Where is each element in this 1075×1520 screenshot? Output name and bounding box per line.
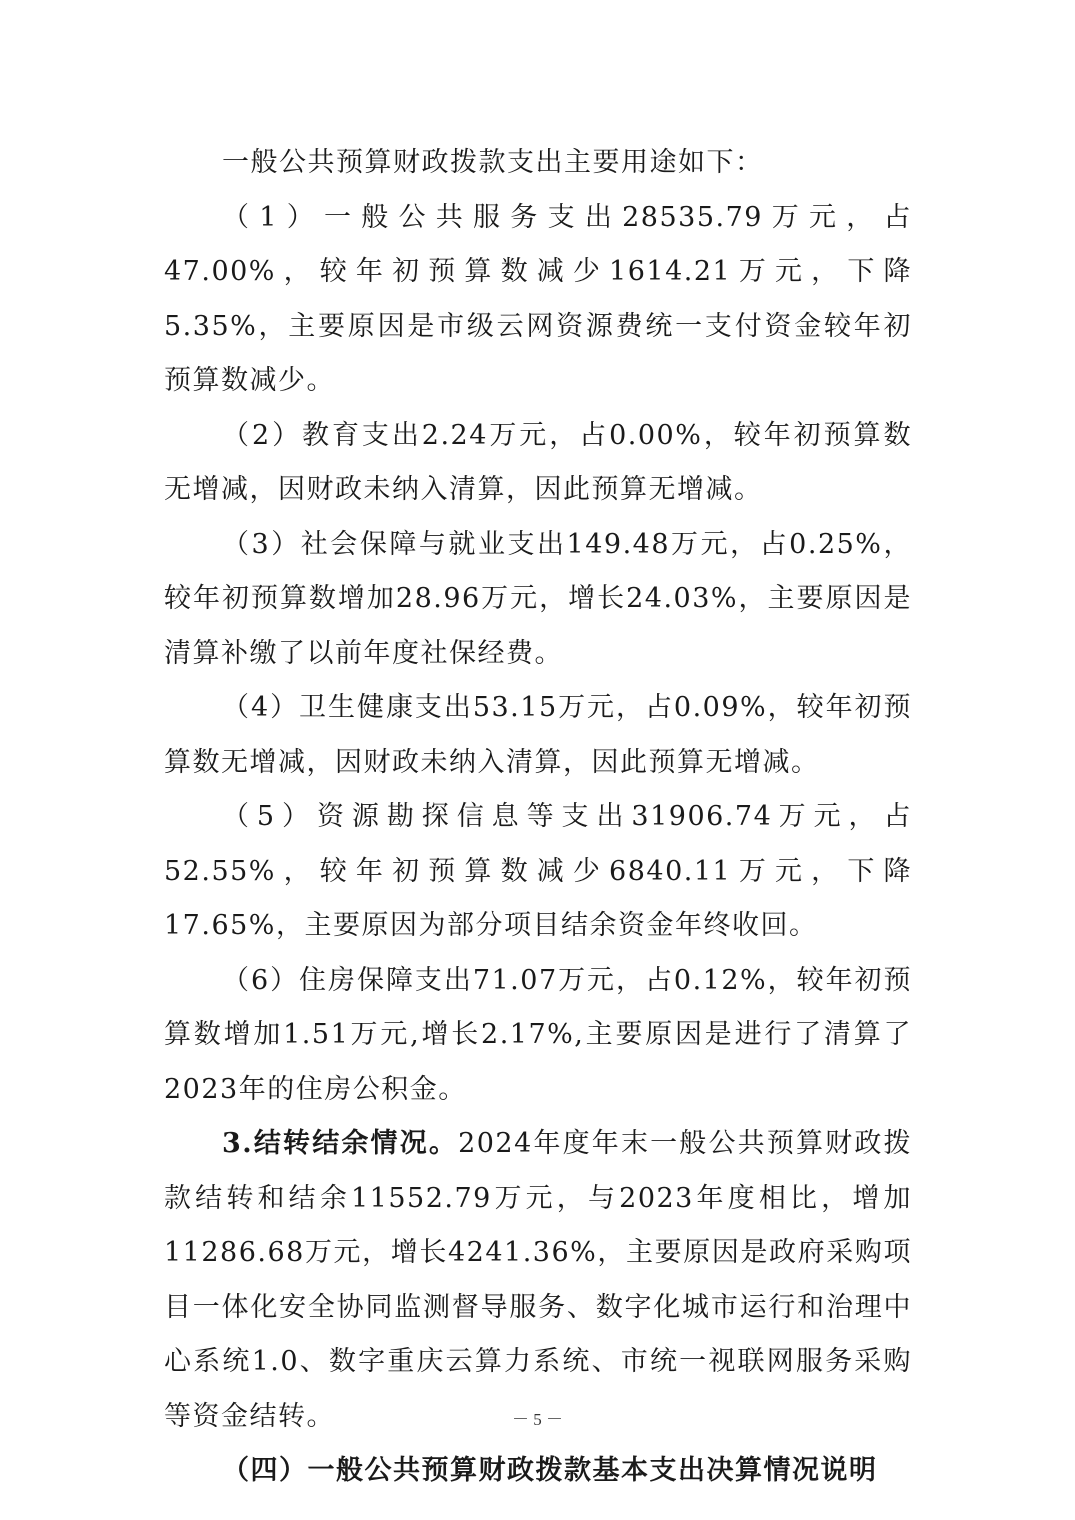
item-social-security: （3）社会保障与就业支出149.48万元，占0.25%，较年初预算数增加28.96万元，增长24.03%，主要原因是清算补缴了以前年度社保经费。 (164, 528, 912, 669)
carryover-paragraph (164, 1117, 912, 1444)
carryover-body: 2024年度年末一般公共预算财政拨款结转和结余11552.79万元，与2023年度相比，增加11286.68万元，增长4241.36%，主要原因是政府采购项目一体化安全协同监测督导服务、数字化城市运行和治理中心系统1.0、数字重庆云算力系统、市统一视联网服务采购等资金结转。 (164, 1128, 912, 1432)
carryover-heading: 3.结转结余情况。 (222, 1128, 459, 1159)
item-resource-exploration: （5）资源勘探信息等支出31906.74万元，占52.55%，较年初预算数减少6840.11万元，下降17.65%，主要原因为部分项目结余资金年终收回。 (164, 801, 912, 941)
item-education: （2）教育支出2.24万元，占0.00%，较年初预算数无增减，因财政未纳入清算，因此预算无增减。 (164, 419, 912, 505)
item-housing: （6）住房保障支出71.07万元，占0.12%，较年初预算数增加1.51万元,增长2.17%,主要原因是进行了清算了2023年的住房公积金。 (164, 964, 912, 1105)
page-number: － 5 － (512, 1410, 563, 1429)
item-general-public-services: （1）一般公共服务支出28535.79万元，占47.00%，较年初预算数减少1614.21万元，下降5.35%，主要原因是市级云网资源费统一支付资金较年初预算数减少。 (164, 201, 912, 396)
document-body (164, 136, 912, 1499)
item-health: （4）卫生健康支出53.15万元，占0.09%，较年初预算数无增减，因财政未纳入清算，因此预算无增减。 (164, 692, 912, 778)
section-heading: （四）一般公共预算财政拨款基本支出决算情况说明 (222, 1455, 878, 1486)
intro-paragraph: 一般公共预算财政拨款支出主要用途如下： (222, 147, 764, 178)
